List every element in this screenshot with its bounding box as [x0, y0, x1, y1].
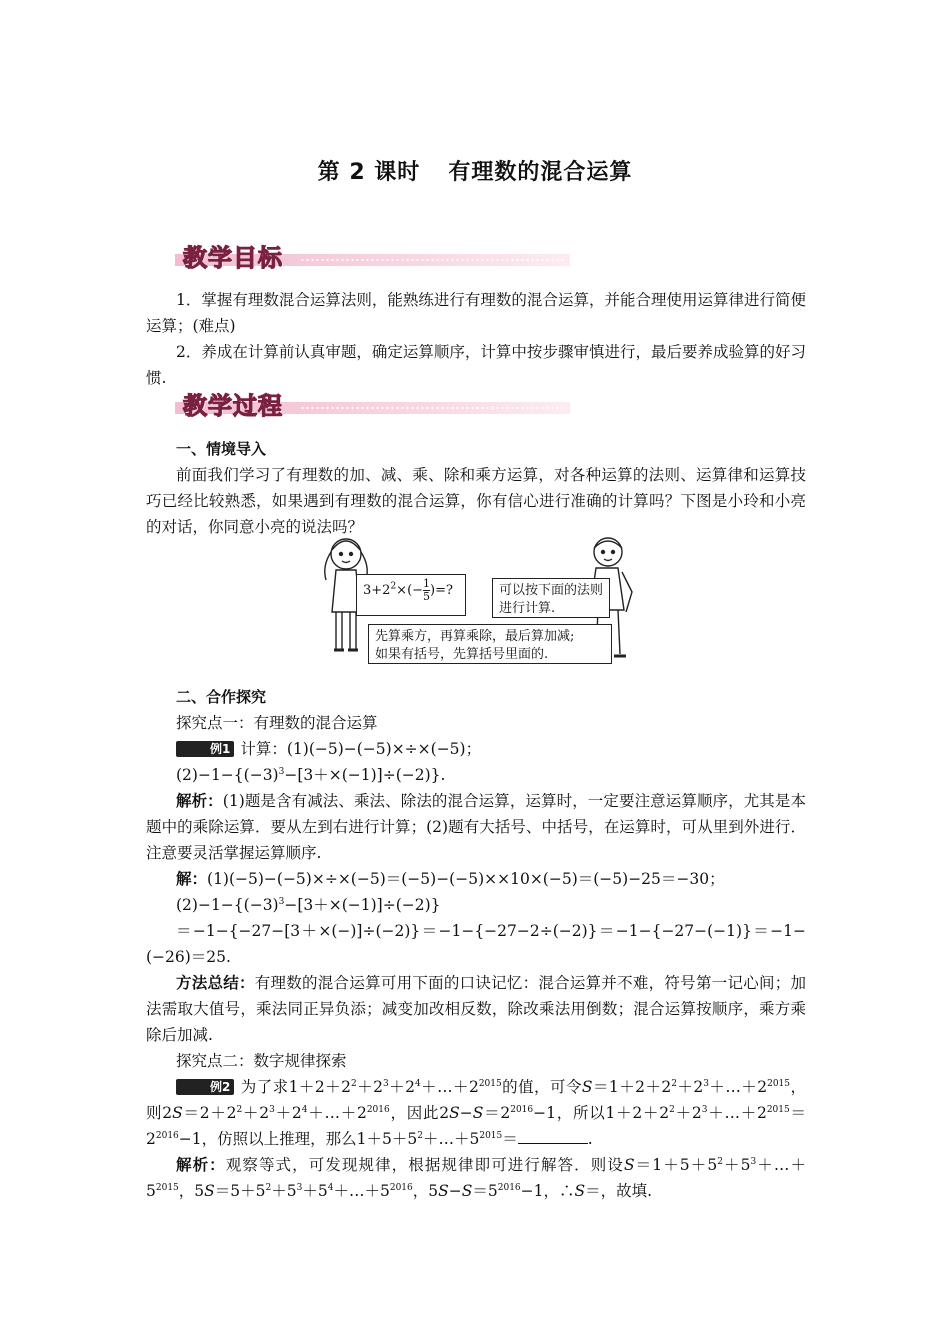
exponent: 2 [417, 1130, 423, 1141]
question-text: ×(− [396, 583, 424, 598]
analysis-label: 解析： [176, 1156, 226, 1174]
variable-s: S [172, 1104, 183, 1122]
exponent: 4 [414, 1078, 421, 1089]
expr-text: ＋2 [676, 1078, 704, 1096]
expr-text: ＝1＋5＋5 [634, 1156, 718, 1174]
exponent: 2015 [479, 1130, 503, 1141]
analysis-label: 解析： [176, 792, 223, 810]
expr-text: 2 [162, 1104, 173, 1122]
explore-point-1: 探究点一：有理数的混合运算 [176, 714, 378, 732]
example-2-question [146, 1074, 806, 1152]
variable-s: S [449, 1104, 460, 1122]
expr-text: ＋2 [242, 1104, 270, 1122]
variable-s: S [461, 1182, 473, 1200]
fraction-denominator: 5 [423, 590, 431, 603]
page-title [0, 155, 950, 186]
expr-text: ，5 [178, 1182, 205, 1200]
exponent: 4 [301, 1104, 308, 1115]
question-bubble [356, 574, 466, 616]
exponent: 2016 [497, 1182, 521, 1193]
variable-s: S [438, 1182, 449, 1200]
expr-text: ＋…＋5 [422, 1130, 480, 1148]
example-1-badge: 例1 [176, 741, 234, 757]
summary-text: 有理数的混合运算可用下面的口诀记忆：混合运算并不难，符号第一记心间；加法需取大值号，乘法同正异负添；减变加改相反数，除改乘法用倒数；混合运算按顺序，乘方乘除后加减. [146, 974, 806, 1044]
lesson-name: 有理数的混合运算 [448, 160, 633, 185]
example-1-part-2 [146, 762, 806, 788]
expr-text: 5 [146, 1182, 156, 1200]
exponent: 3 [750, 1156, 757, 1167]
expr-text: ＝2 [483, 1104, 511, 1122]
example-1-question [146, 736, 806, 762]
goal-2: 2．养成在计算前认真审题，确定运算顺序，计算中按步骤审慎进行，最后要养成验算的好习惯. [146, 343, 806, 387]
expr-text: (2)−1−{(−3) [176, 766, 279, 784]
variable-s: S [574, 1182, 586, 1200]
goal-1: 1．掌握有理数混合运算法则，能熟练进行有理数的混合运算，并能合理使用运算律进行简便运算；(难点) [146, 291, 806, 335]
exponent: 2 [717, 1156, 723, 1167]
answer-2-line-1: 先算乘方，再算乘除，最后算加减; [375, 629, 575, 644]
expr-text: ＋5 [302, 1182, 328, 1200]
expr-text: ，则 [146, 1078, 806, 1122]
goals-banner-label: 教学目标 [183, 244, 283, 272]
exponent: 2016 [155, 1130, 179, 1141]
expr-text: ＋2 [274, 1104, 302, 1122]
exponent: 3 [278, 766, 285, 777]
variable-s: S [623, 1156, 635, 1174]
solution-text: (1)(−5)−(−5)×÷×(−5)＝(−5)−(−5)××10×(−5)＝(−5)−25＝−30； [207, 870, 725, 888]
exponent: 2 [669, 1104, 675, 1115]
exponent: 3 [269, 1104, 275, 1115]
expr-text: ＝2＋2 [182, 1104, 237, 1122]
expr-text: ＝1＋2＋2 [592, 1078, 672, 1096]
exponent: 2015 [155, 1182, 179, 1193]
dialogue-figure [318, 532, 638, 667]
expr-text: ＝5＋5 [214, 1182, 266, 1200]
process-banner [175, 386, 570, 420]
expr-text: ＋…＋2 [707, 1104, 767, 1122]
answer-1-text: 可以按下面的法则进行计算. [499, 583, 604, 616]
lesson-number: 第 2 课时 [317, 160, 421, 185]
expr-text: 1，仿照以上推理，那么1＋5＋5 [191, 1130, 418, 1148]
expr-text: 观察等式，可发现规律，根据规律即可进行解答．则设 [225, 1156, 624, 1174]
exponent: 2015 [478, 1078, 502, 1089]
expr-text: ，5 [412, 1182, 439, 1200]
expr-text: ＋…＋2 [307, 1104, 367, 1122]
expr-text: ＋5 [271, 1182, 297, 1200]
example-1-solution-3: ＝−1−{−27−[3＋×(−)]÷(−2)}＝−1−{−27−2÷(−2)}＝−1−{−27−(−1)}＝−1−(−26)＝25. [146, 922, 806, 966]
fraction [423, 578, 430, 603]
expr-text: −[3＋×(−1)]÷(−2)} [284, 896, 441, 914]
exponent: 2 [265, 1182, 272, 1193]
example-1-analysis [146, 788, 806, 866]
expr-text: ＋…＋5 [333, 1182, 390, 1200]
exponent: 2016 [389, 1182, 413, 1193]
expr-text: ＝5 [472, 1182, 498, 1200]
expr-text: − [448, 1182, 462, 1200]
section-intro [146, 436, 806, 540]
expr-text: ＋…＋ [756, 1156, 806, 1174]
answer-bubble-2 [368, 624, 612, 664]
goals-block [146, 287, 806, 391]
section-1-heading: 一、情境导入 [176, 440, 267, 458]
expr-text: . [587, 1130, 593, 1148]
expr-text: − [459, 1104, 473, 1122]
exponent: 3 [701, 1104, 708, 1115]
expr-text: ＝ [502, 1130, 518, 1148]
example-1-solution-2 [146, 892, 806, 918]
answer-2-line-2: 如果有括号，先算括号里面的. [375, 647, 549, 662]
section-1-paragraph: 前面我们学习了有理数的加、减、乘、除和乘方运算，对各种运算的法则、运算律和运算技巧已经比较熟悉，如果遇到有理数的混合运算，你有信心进行准确的计算吗？下图是小玲和小亮的对话，你同意小亮的说法吗？ [146, 466, 806, 536]
answer-blank [518, 1129, 588, 1144]
exponent: 2 [350, 1078, 357, 1089]
exponent: 3 [703, 1078, 709, 1089]
exponent: 4 [327, 1182, 334, 1193]
exponent: 2015 [766, 1104, 790, 1115]
banner-dots [300, 407, 565, 409]
question-exponent: 2 [390, 581, 397, 592]
analysis-text: (1)题是含有减法、乘法、除法的混合运算，运算时，一定要注意运算顺序，尤其是本题中的乘除运算．要从左到右进行计算；(2)题有大括号、中括号，在运算时，可从里到外进行．注意要灵活掌握运算顺序. [146, 792, 806, 862]
expr-text: ＋…＋2 [708, 1078, 768, 1096]
variable-s: S [204, 1182, 215, 1200]
goals-banner [175, 238, 570, 272]
question-text: 3+2 [363, 583, 391, 598]
expr-text: ＝，故填. [585, 1182, 653, 1200]
banner-dots [300, 259, 565, 261]
section-explore [146, 684, 806, 1204]
variable-s: S [581, 1078, 593, 1096]
exponent: 2015 [767, 1078, 791, 1089]
exponent: 3 [278, 896, 285, 907]
method-summary [146, 970, 806, 1048]
exponent: 3 [296, 1182, 303, 1193]
expr-text: −1，∴ [520, 1182, 575, 1200]
example-1-solution-1 [146, 866, 806, 892]
fraction-numerator: 1 [423, 577, 431, 590]
expr-text: ＋5 [722, 1156, 751, 1174]
process-banner-label: 教学过程 [183, 392, 283, 420]
expr-text: ＋2 [356, 1078, 383, 1096]
expr-text: ＝2 [146, 1104, 806, 1148]
expr-text: −1，所以1＋2＋2 [533, 1104, 670, 1122]
variable-s: S [472, 1104, 484, 1122]
answer-bubble-1 [492, 578, 610, 618]
solution-label: 解： [176, 870, 208, 888]
question-text: )=? [430, 583, 453, 598]
exponent: 2016 [510, 1104, 534, 1115]
expr-text: 的值，可令 [501, 1078, 582, 1096]
example-2-analysis [146, 1152, 806, 1204]
expr-text: ＋2 [674, 1104, 702, 1122]
expr-text: − [178, 1130, 192, 1148]
section-2-heading: 二、合作探究 [176, 688, 267, 706]
expr-text: (2)−1−{(−3) [176, 896, 279, 914]
exponent: 2016 [366, 1104, 390, 1115]
expr-text: ＋2 [388, 1078, 415, 1096]
exponent: 2 [671, 1078, 677, 1089]
exponent: 3 [382, 1078, 389, 1089]
expr-text: ＋…＋2 [420, 1078, 479, 1096]
example-2-badge: 例2 [176, 1079, 234, 1095]
expr-text: 为了求1＋2＋2 [240, 1078, 351, 1096]
explore-point-2: 探究点二：数字规律探索 [176, 1052, 347, 1070]
exponent: 2 [236, 1104, 243, 1115]
expr-text: ，因此2 [389, 1104, 450, 1122]
expr-text: −[3＋×(−1)]÷(−2)}. [284, 766, 446, 784]
summary-label: 方法总结： [176, 974, 255, 992]
example-1-part-1: 计算：(1)(−5)−(−5)×÷×(−5)； [240, 740, 482, 758]
